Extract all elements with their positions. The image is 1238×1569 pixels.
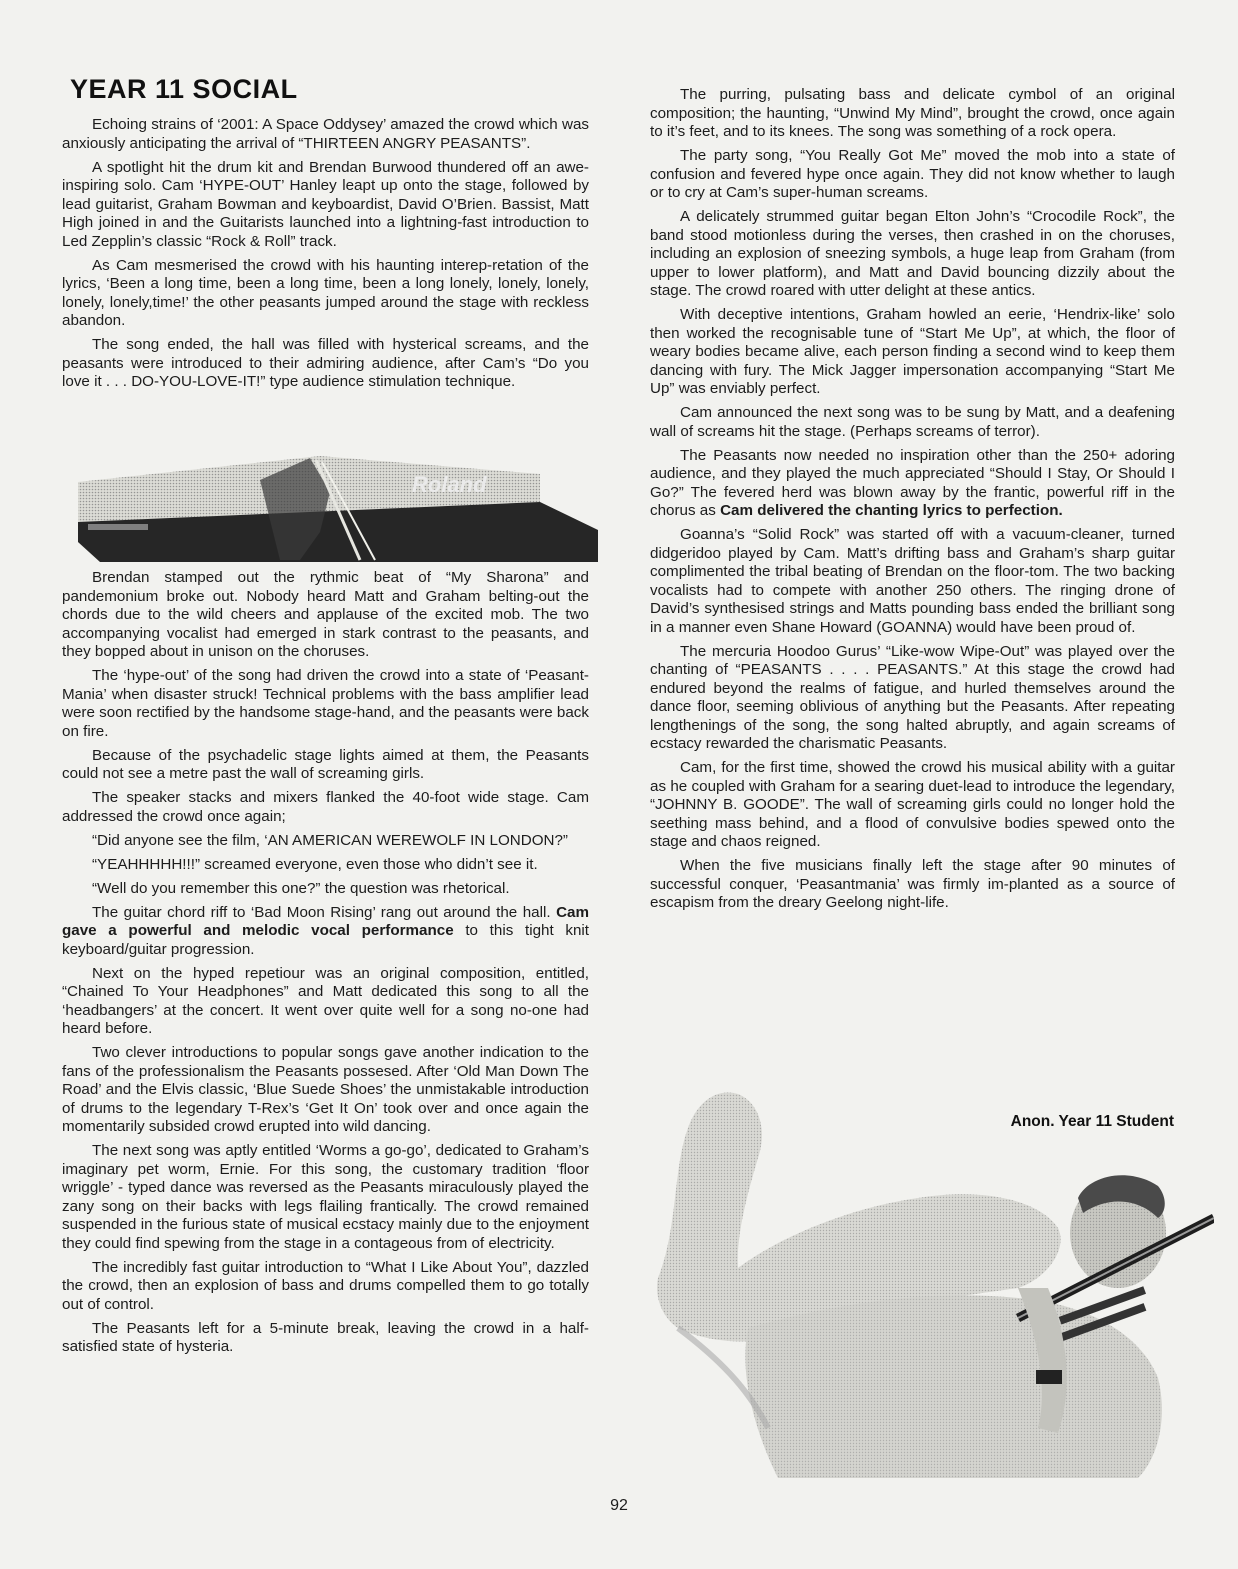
dancer-photo bbox=[618, 1088, 1214, 1478]
left-column-top bbox=[62, 116, 589, 397]
page-title: YEAR 11 SOCIAL bbox=[70, 74, 298, 104]
paragraph: Echoing strains of ‘2001: A Space Oddysey’ amazed the crowd which was anxiously anticipating the arrival of “THIRTEEN ANGRY PEASANTS”. bbox=[62, 116, 589, 152]
paragraph: Because of the psychadelic stage lights aimed at them, the Peasants could not see a metre past the wall of screaming girls. bbox=[62, 746, 589, 782]
paragraph-text: The guitar chord riff to ‘Bad Moon Rising’ rang out around the hall. bbox=[92, 903, 557, 921]
right-column bbox=[650, 86, 1175, 918]
paragraph: The next song was aptly entitled ‘Worms a go-go’, dedicated to Graham’s imaginary pet worm, Ernie. For this song, the customary tradition ‘floor wriggle’ - typed dance was reversed as the Peasants miraculously played the zany song on their backs with legs flailing frantically. The crowd remained suspended in the furious state of musical ecstacy mainly due to the enjoyment they could find spewing from the stage in a contageous from of electricity. bbox=[62, 1142, 589, 1252]
paragraph: Two clever introductions to popular songs gave another indication to the fans of the professionalism the Peasants possesed. After ‘Old Man Down The Road’ and the Elvis classic, ‘Blue Suede Shoes’ the unmistakable introduction of drums to the legendary T-Rex’s ‘Get It On’ took over and once again the momentarily subsided crowd erupted into wild dancing. bbox=[62, 1044, 589, 1135]
paragraph: The mercuria Hoodoo Gurus’ “Like-wow Wipe-Out” was played over the chanting of “PEASANTS . . . . PEASANTS.” At this stage the crowd had endured beyond the realms of fatigue, and hurled themselves around the dance floor, seeming oblivious of anything but the Peasants. After repeating lengthenings of the song, the song halted abruptly, and again screams of ecstacy rewarded the charismatic Peasants. bbox=[650, 642, 1175, 752]
paragraph bbox=[62, 904, 589, 960]
paragraph: The purring, pulsating bass and delicate cymbol of an original composition; the haunting, “Unwind My Mind”, brought the crowd, once again to it’s feet, and to its knees. The song was something of a rock opera. bbox=[650, 86, 1175, 140]
paragraph: When the five musicians finally left the stage after 90 minutes of successful conquer, ‘Peasantmania’ was firmly im-planted as a source of escapism from the dreary Geelong night-life. bbox=[650, 857, 1175, 911]
paragraph: A spotlight hit the drum kit and Brendan Burwood thundered off an awe-inspiring solo. Cam ‘HYPE-OUT’ Hanley leapt up onto the stage, followed by lead guitarist, Graham Bowman and keyboardist, David O’Brien. Bassist, Matt High joined in and the Guitarists launched into a lightning-fast introduction to Led Zepplin’s classic “Rock & Roll” track. bbox=[62, 158, 589, 250]
page-number: 92 bbox=[610, 1497, 628, 1514]
paragraph: The party song, “You Really Got Me” moved the mob into a state of confusion and fevered hype once again. They did not know whether to laugh or to cry at Cam’s super-human screams. bbox=[650, 147, 1175, 201]
paragraph-text: to this tight knit keyboard/guitar progression. bbox=[62, 922, 589, 958]
paragraph-text: The Peasants now needed no inspiration other than the 250+ adoring audience, and they played the much appreciated “Should I Stay, Or Should I Go?” The fevered herd was blown away by the frantic, powerful riff in the chorus as bbox=[650, 446, 1175, 519]
paragraph: A delicately strummed guitar began Elton John’s “Crocodile Rock”, the band stood motionless during the verses, then crashed in on the choruses, including an explosion of sneezing symbols, a huge leap from Graham (from upper to lower platform), and Matt and David bouncing dizzily about the stage. The crowd roared with utter delight at these antics. bbox=[650, 208, 1175, 299]
paragraph: Next on the hyped repetiour was an original composition, entitled, “Chained To Your Headphones” and Matt dedicated this song to all the ‘headbangers’ at the concert. It went over quite well for a song no-one had heard before. bbox=[62, 964, 589, 1037]
paragraph: “Well do you remember this one?” the question was rhetorical. bbox=[92, 879, 510, 897]
keyboard-brand-label: Roland bbox=[412, 472, 487, 497]
keyboard-photo bbox=[70, 452, 598, 564]
paragraph: The song ended, the hall was filled with hysterical screams, and the peasants were introduced to their admiring audience, after Cam’s “Do you love it . . . DO-YOU-LOVE-IT!” type audience stimulation technique. bbox=[62, 336, 589, 390]
left-column-bottom bbox=[62, 569, 589, 1362]
paragraph bbox=[650, 447, 1175, 521]
paragraph: “YEAHHHHH!!!” screamed everyone, even those who didn’t see it. bbox=[92, 855, 538, 873]
paragraph: The speaker stacks and mixers flanked the 40-foot wide stage. Cam addressed the crowd once again; bbox=[62, 789, 589, 825]
paragraph: “Did anyone see the film, ‘AN AMERICAN WEREWOLF IN LONDON?” bbox=[92, 831, 568, 849]
paragraph: Cam announced the next song was to be sung by Matt, and a deafening wall of screams hit the stage. (Perhaps screams of terror). bbox=[650, 404, 1175, 440]
paragraph: The Peasants left for a 5-minute break, leaving the crowd in a half-satisfied state of hysteria. bbox=[62, 1319, 589, 1355]
paragraph-bold-text: Cam delivered the chanting lyrics to perfection. bbox=[720, 502, 1063, 519]
paragraph: Brendan stamped out the rythmic beat of “My Sharona” and pandemonium broke out. Nobody heard Matt and Graham belting-out the chords due to the wild cheers and applause of the excited mob. The two accompanying vocalist had emerged in stark contrast to the peasants, and they bopped about in unison on the choruses. bbox=[62, 569, 589, 660]
paragraph: The ‘hype-out’ of the song had driven the crowd into a state of ‘Peasant-Mania’ when disaster struck! Technical problems with the bass amplifier lead were soon rectified by the handsome stage-hand, and the peasants were back on fire. bbox=[62, 667, 589, 740]
paragraph: With deceptive intentions, Graham howled an eerie, ‘Hendrix-like’ solo then worked the recognisable tune of “Start Me Up”, at which, the floor of weary bodies became alive, each person finding a second wind to keep them dancing with fury. The Mick Jagger impersonation accompanying “Start Me Up” was enviably perfect. bbox=[650, 306, 1175, 397]
paragraph-bold-text: Cam gave a powerful and melodic vocal performance bbox=[62, 903, 589, 939]
paragraph: The incredibly fast guitar introduction to “What I Like About You”, dazzled the crowd, then an explosion of bass and drums compelled them to go totally out of control. bbox=[62, 1258, 589, 1313]
paragraph: As Cam mesmerised the crowd with his haunting interep-retation of the lyrics, ‘Been a long time, been a long time, been a long lonely, lonely, lonely, lonely, lonely,time!’ the other peasants jumped around the stage with reckless abandon. bbox=[62, 256, 589, 329]
paragraph: Cam, for the first time, showed the crowd his musical ability with a guitar as he coupled with Graham for a searing duet-lead to introduce the legendary, “JOHNNY B. GOODE”. The wall of screaming girls could no longer hold the seething mass behind, and a flood of convulsive bodies spewed onto the stage and chaos reigned. bbox=[650, 759, 1175, 850]
author-signature: Anon. Year 11 Student bbox=[1010, 1113, 1174, 1130]
paragraph: Goanna’s “Solid Rock” was started off with a vacuum-cleaner, turned didgeridoo played by Cam. Matt’s drifting bass and Graham’s sharp guitar complimented the tribal beating of Brendan on the floor-tom. The two backing vocalists had to compete with another 250 others. The ringing drone of David’s synthesised strings and Matts pounding bass ended the brilliant song in a manner even Shane Howard (GOANNA) would have been proud of. bbox=[650, 526, 1175, 636]
